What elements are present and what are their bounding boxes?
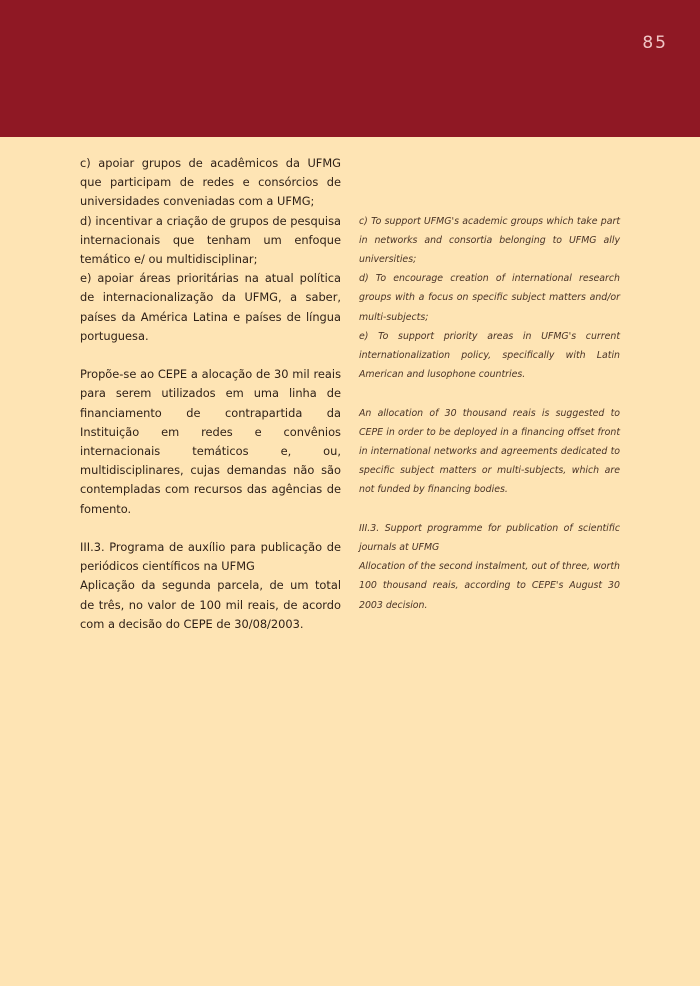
pt-item-d: d) incentivar a criação de grupos de pesquisa internacionais que tenham um enfoque temático e/ ou multidisciplinar; bbox=[80, 213, 341, 267]
portuguese-column bbox=[80, 154, 341, 634]
pt-section-body: Aplicação da segunda parcela, de um total de três, no valor de 100 mil reais, de acordo com a decisão do CEPE de 30/08/2003. bbox=[80, 578, 341, 631]
pt-item-e: e) apoiar áreas prioritárias na atual política de internacionalização da UFMG, a saber, países da América Latina e países de língua portuguesa. bbox=[80, 271, 341, 343]
page-number: 85 bbox=[642, 33, 668, 53]
pt-allocation-paragraph: Propõe-se ao CEPE a alocação de 30 mil reais para serem utilizados em uma linha de financiamento de contrapartida da Instituição em redes e convênios internacionais temáticos e, ou, multidisciplinares, cujas demandas não são contempladas com recursos das agências de fomento. bbox=[80, 367, 341, 516]
header-band bbox=[0, 0, 700, 137]
pt-section-title: III.3. Programa de auxílio para publicação de periódicos científicos na UFMG bbox=[80, 540, 341, 574]
en-item-e: e) To support priority areas in UFMG's current internationalization policy, specifically with Latin American and lusophone countries. bbox=[359, 330, 620, 381]
en-item-d: d) To encourage creation of international research groups with a focus on specific subject matters and/or multi-subjects; bbox=[359, 273, 620, 323]
en-section-body: Allocation of the second instalment, out of three, worth 100 thousand reais, according to CEPE's August 30 2003 decision. bbox=[359, 561, 620, 611]
en-allocation-paragraph: An allocation of 30 thousand reais is suggested to CEPE in order to be deployed in a financing offset front in international networks and agreements dedicated to specific subject matters or multi-subjects, which are not funded by financing bodies. bbox=[359, 407, 620, 496]
en-section-title: III.3. Support programme for publication of scientific journals at UFMG bbox=[359, 522, 620, 554]
en-item-c: c) To support UFMG's academic groups which take part in networks and consortia belonging to UFMG ally universities; bbox=[359, 215, 620, 265]
pt-item-c: c) apoiar grupos de acadêmicos da UFMG que participam de redes e consórcios de universidades conveniadas com a UFMG; bbox=[80, 156, 341, 209]
english-column bbox=[359, 154, 620, 615]
